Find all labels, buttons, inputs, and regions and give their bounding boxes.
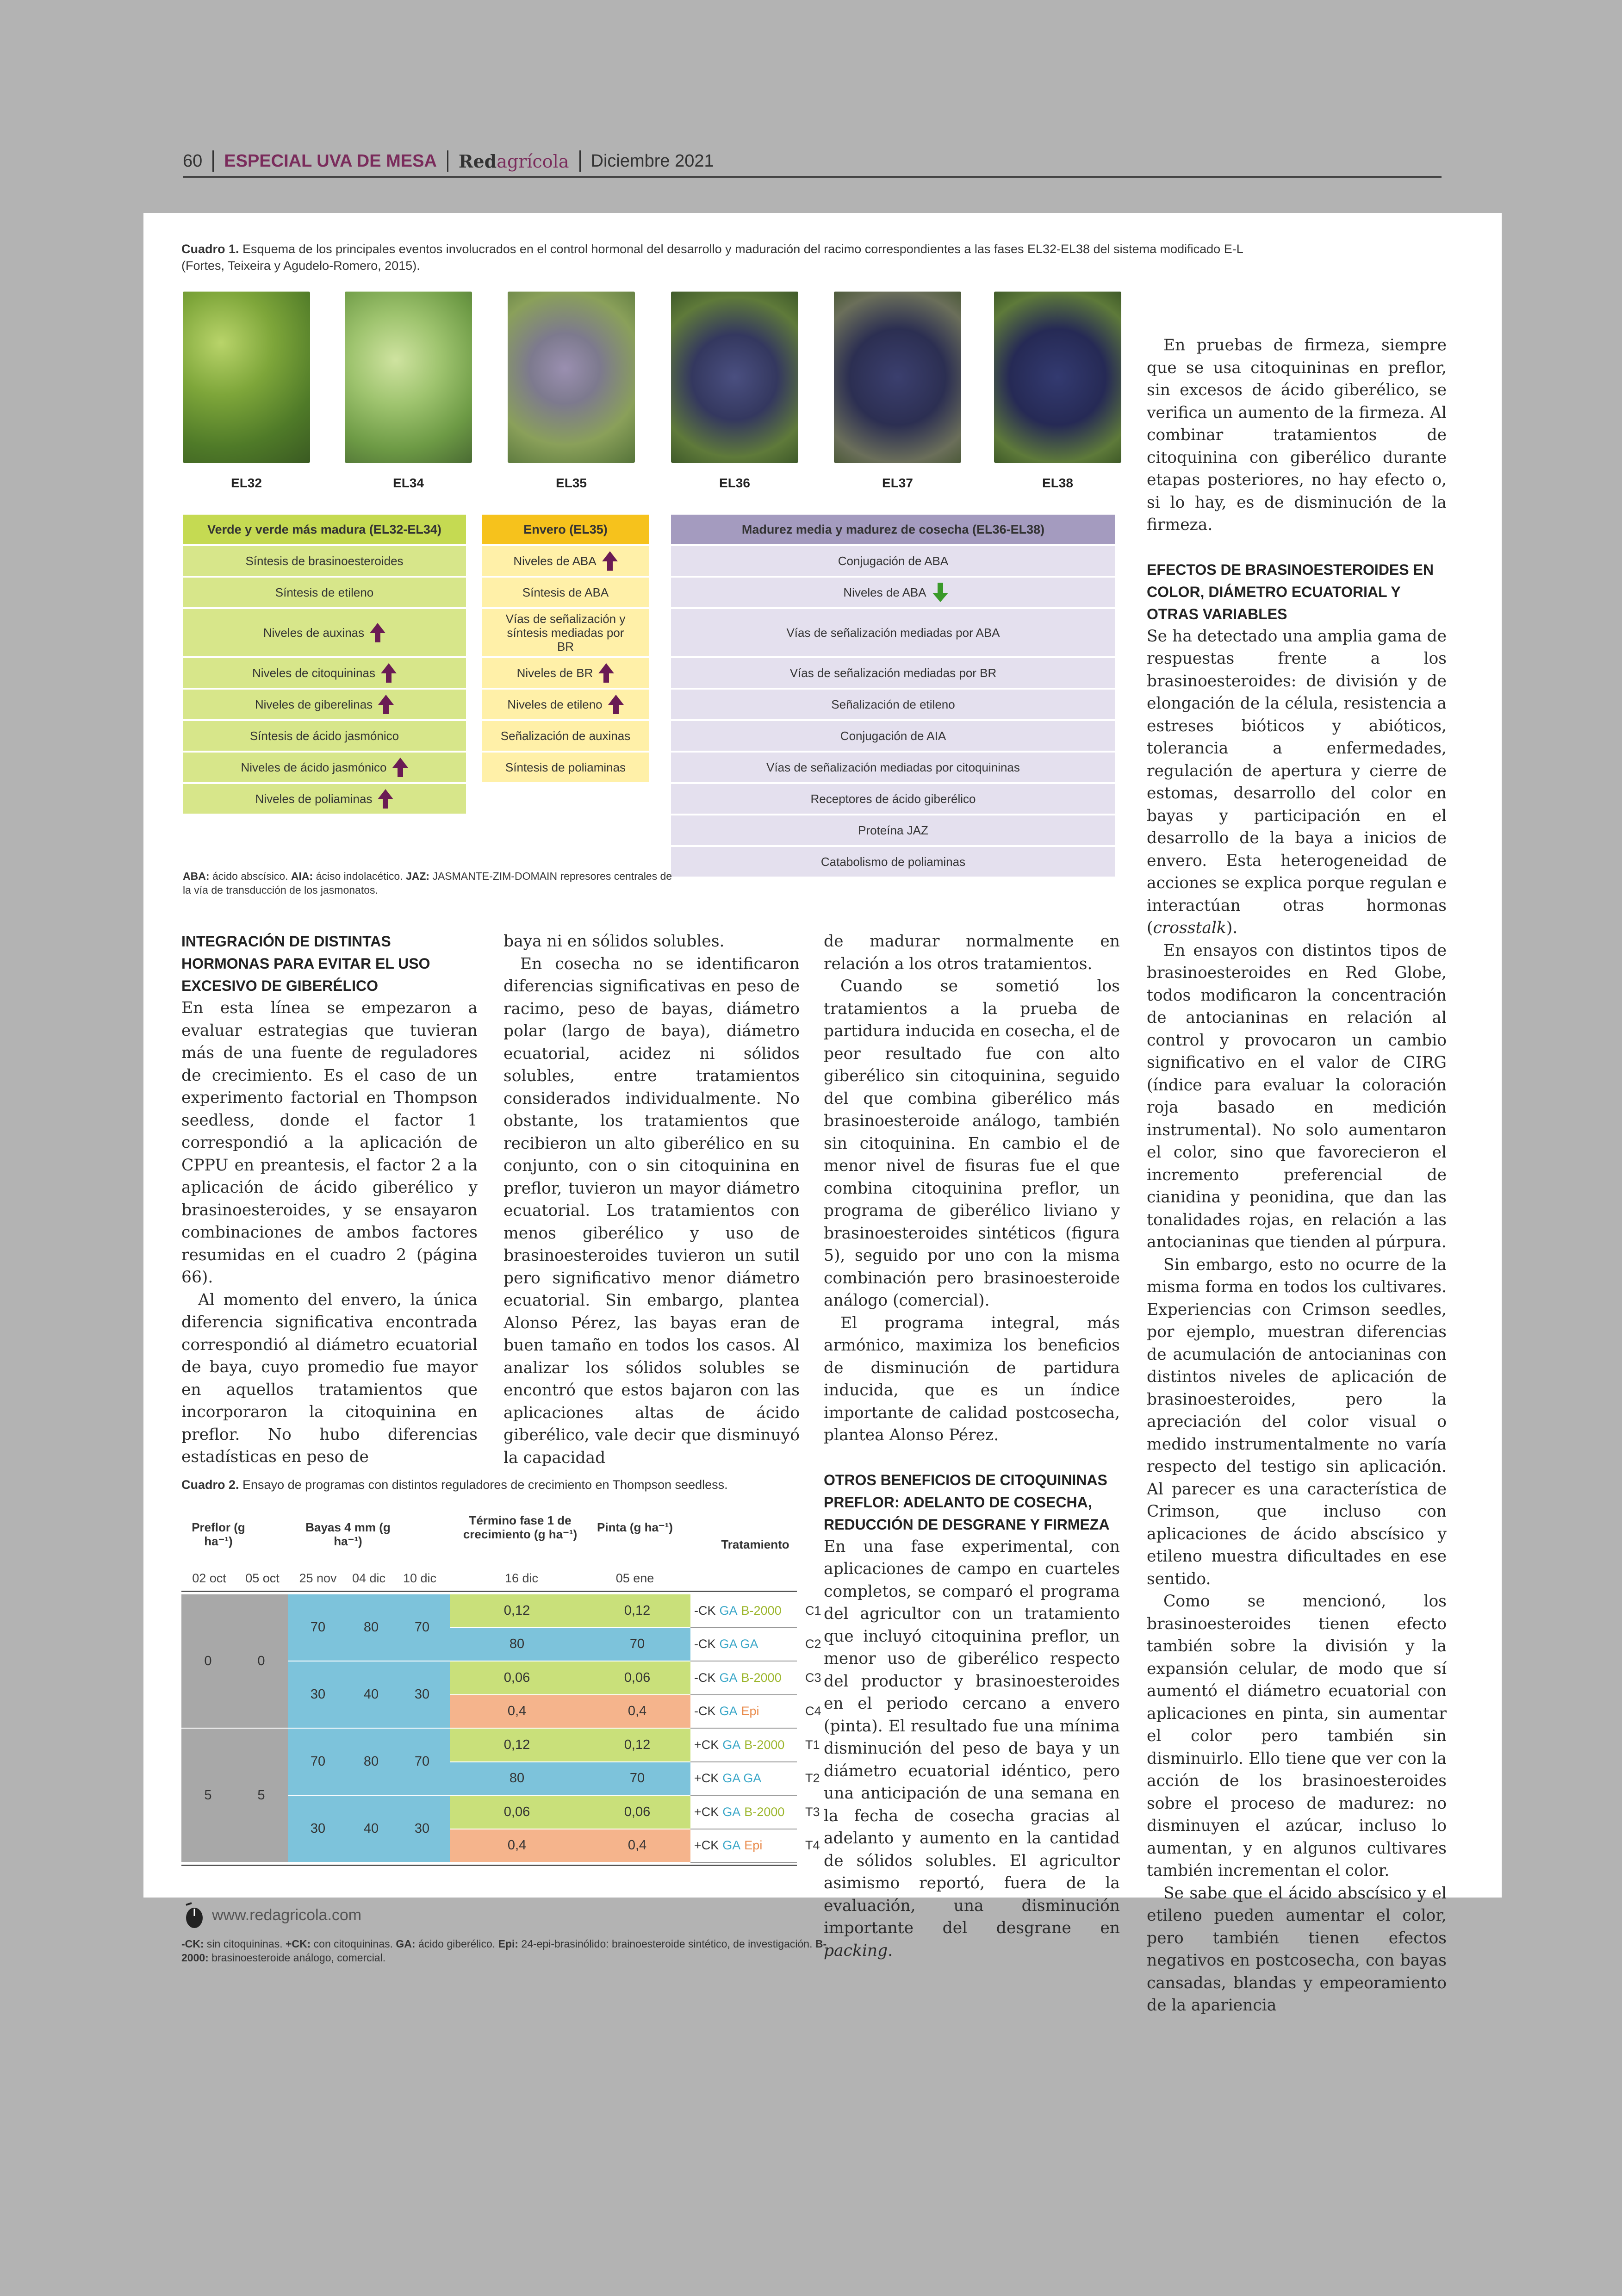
section-heading: EFECTOS DE BRASINOESTEROIDES EN COLOR, DIÁMETRO ECUATORIAL Y OTRAS VARIABLES [1147,561,1434,622]
phase-header: Verde y verde más madura (EL32-EL34) [183,515,466,544]
pinta-value: 0,4 [584,1695,690,1728]
phase-column-maturity [671,515,1115,877]
hormone-event-row [671,690,1115,719]
treatment-label: +CK GA B-2000 T3 [694,1804,820,1819]
treatment-label: +CK GA Epi T4 [694,1838,820,1853]
termino-value: 0,12 [450,1594,584,1627]
row-divider [690,1862,797,1863]
bayas-value: 40 [363,1821,379,1836]
grape-photo-el32 [183,292,310,463]
paragraph: En una fase experimental, con aplicaciones de campo en cuarteles completos, se comparó el programa del agricultor con un tratamiento que incluyó citoquinina preflor, un menor uso de giberélico respecto del productor y brasinoesteroides en el periodo cercano a envero (pinta). El resultado fue una mínima disminución del peso de baya y un diámetro ecuatorial idéntico, pero una anticipación de una semana en la fecha de cosecha gracias al adelanto y aumento en la cantidad de sólidos solubles. El agricultor asimismo reportó, fuera de la evaluación, una disminución importante del desgrane en packing. [824,1537,1120,1960]
preflor-value: 0 [257,1653,265,1668]
treatment-label: -CK GA B-2000 C1 [694,1603,821,1618]
hormone-event-row [482,546,649,576]
hormone-event-label: Señalización de auxinas [500,729,631,743]
hormone-event-label: Síntesis de etileno [275,585,374,599]
hormone-event-row [482,578,649,607]
arrow-up-icon [378,789,393,799]
hormone-event-row [482,753,649,782]
paragraph: Sin embargo, esto no ocurre de la misma forma en todos los cultivares. Experiencias con Crimson seedles, por ejemplo, muestran diferencias de acumulación de antocianinas con distintos niveles de aplicación de brasinoesteroides, pero la apreciación del color visual o medido instrumentalmente no varía respecto del testigo sin aplicación. Al parecer es una característica de Crimson, que incluso con aplicaciones de ácido abscísico y etileno muestra dificultades en ese sentido. [1147,1255,1447,1588]
cuadro2-caption: Cuadro 2. Ensayo de programas con distintos reguladores de crecimiento en Thompson seedless. [181,1478,728,1492]
date-header: 05 ene [615,1571,654,1585]
paragraph: En cosecha no se identificaron diferencias significativas en peso de racimo, peso de bayas, diámetro polar (largo de baya), diámetro ecuatorial, acidez ni sólidos solubles, entre tratamientos considerados individualmente. No obstante, los tratamientos que recibieron un alto giberélico en su conjunto, con o sin citoquinina en preflor, tuvieron un mayor diámetro ecuatorial. Los tratamientos con menos giberélico y uso de brasinoesteroides tuvieron un sutil pero significativo menor diámetro ecuatorial. Sin embargo, plantea Alonso Pérez, las bayas eran de buen tamaño en todos los casos. Al analizar los sólidos solubles se encontró que estos bajaron con las aplicaciones altas de ácido giberélico, vale decir que disminuyó la capacidad [503,954,800,1467]
paragraph: En pruebas de firmeza, siempre que se usa citoquininas en preflor, sin excesos de ácido giberélico, se verifica un aumento de la firmeza. Al combinar tratamientos de citoquinina con giberélico durante etapas posteriores, no hay efecto o, si lo hay, es de disminución de la firmeza. [1147,336,1447,534]
photo-label: EL34 [393,476,424,490]
hormone-event-row [183,753,466,782]
hormone-event-label: Síntesis de poliaminas [505,760,626,774]
hormone-event-row [671,658,1115,688]
treatment-label: -CK GA Epi C4 [694,1704,821,1718]
paragraph: baya ni en sólidos solubles. [503,932,725,951]
hormone-event-label: Niveles de giberelinas [255,697,373,711]
hormone-event-row [183,546,466,576]
hormone-event-label: Conjugación de AIA [840,729,946,743]
grape-photo-el34 [345,292,472,463]
section-heading: INTEGRACIÓN DE DISTINTAS HORMONAS PARA EVITAR EL USO EXCESIVO DE GIBERÉLICO [181,933,430,994]
treatment-label: +CK GA B-2000 T1 [694,1737,820,1752]
date-header: 16 dic [504,1571,539,1585]
hormone-event-label: Niveles de etileno [507,697,603,711]
hormone-event-label: Vías de señalización mediadas por BR [789,666,997,680]
preflor-value: 5 [257,1787,265,1803]
hormone-event-label: Catabolismo de poliaminas [820,855,966,869]
hormone-event-row [183,784,466,814]
phase-header: Envero (EL35) [482,515,649,544]
hormone-event-label: Conjugación de ABA [838,554,949,568]
hormone-event-label: Niveles de ácido jasmónico [241,760,387,774]
hormone-event-row [183,721,466,751]
hormone-event-label: Niveles de poliaminas [255,792,373,806]
treatment-code: C2 [805,1637,821,1651]
paragraph: En esta línea se empezaron a evaluar estrategias que tuvieran más de una fuente de reguladores de crecimiento. Es el caso de un experimento factorial en Thompson seedless, donde el factor 1 correspondió a la aplicación de CPPU en preantesis, el factor 2 a la aplicación de ácido giberélico y brasinoesteroides, y se ensayaron combinaciones de ambos factores resumidas en el cuadro 2 (página 66). [181,999,478,1287]
bayas-value: 70 [310,1620,326,1635]
pinta-value: 70 [584,1762,690,1795]
hormone-event-row [671,753,1115,782]
paragraph: El programa integral, más armónico, maximiza los beneficios de disminución de partidura inducida, que es un índice importante de calidad postcosecha, plantea Alonso Pérez. [824,1313,1120,1444]
treatment-code: T1 [805,1737,820,1752]
hormone-event-label: Vías de señalización mediadas por citoquininas [766,760,1020,774]
pinta-value: 0,06 [584,1796,690,1829]
hormone-event-row [183,578,466,607]
bayas-value: 30 [414,1821,430,1836]
hormone-event-row [671,784,1115,814]
bayas-value: 30 [310,1821,326,1836]
hormone-event-row [671,578,1115,607]
preflor-value: 0 [204,1653,212,1668]
phase-column-green [183,515,466,814]
photo-label: EL36 [719,476,750,490]
grape-photo-el36 [671,292,798,463]
column-header-bayas: Bayas 4 mm (g ha⁻¹) [305,1520,391,1548]
hormone-event-row [482,690,649,719]
paragraph: Se ha detectado una amplia gama de respuestas frente a los brasinoesteroides: de división y de elongación de la célula, resistencia a estreses bióticos y abióticos, tolerancia a enfermedades, regulación de apertura y cierre de estomas, desarrollo del color en bayas y participación en el desarrollo de la baya a inicios de envero. Esta heterogeneidad de acciones se explica porque regulan e interactúan otras hormonas (crosstalk). [1147,627,1447,937]
pinta-value: 70 [584,1628,690,1661]
hormone-event-row [671,721,1115,751]
preflor-value: 5 [204,1787,212,1803]
termino-value: 80 [450,1628,584,1661]
paragraph: Se sabe que el ácido abscísico y el etileno pueden aumentar el color, pero también tienen efectos negativos en postcosecha, con bayas cansadas, blandas y empeoramiento de la apariencia [1147,1884,1447,2015]
photo-label: EL35 [556,476,587,490]
arrow-up-icon [598,663,614,673]
page-footer [180,1901,361,1929]
bayas-value: 70 [310,1754,326,1769]
hormone-event-row [183,609,466,656]
hormone-event-label: Niveles de BR [516,666,593,680]
header-divider [447,150,448,172]
pinta-value: 0,4 [584,1829,690,1862]
bayas-value: 30 [310,1687,326,1702]
grape-photo-el38 [994,292,1121,463]
arrow-up-icon [370,623,385,633]
hormone-event-label: Síntesis de brasinoesteroides [245,554,404,568]
bayas-value: 30 [414,1687,430,1702]
photo-label: EL37 [882,476,913,490]
header-rule [183,176,1442,178]
hormone-event-row [482,721,649,751]
termino-value: 0,4 [450,1695,584,1728]
grape-photo-el35 [508,292,635,463]
arrow-up-icon [381,663,397,673]
date-header: 05 oct [245,1571,280,1585]
pinta-value: 0,12 [584,1594,690,1627]
table-rule [181,1865,797,1866]
photo-label: EL38 [1042,476,1073,490]
hormone-event-row [183,690,466,719]
hormone-event-label: Señalización de etileno [831,697,955,711]
hormone-event-label: Proteína JAZ [858,823,928,837]
bayas-value: 70 [414,1754,430,1769]
termino-value: 0,12 [450,1729,584,1761]
paragraph: Al momento del envero, la única diferencia significativa encontrada correspondió al diámetro ecuatorial de baya, cuyo promedio fue mayor en aquellos tratamientos que incorporaron la citoquinina en preflor. No hubo diferencias estadísticas en peso de [181,1290,478,1466]
treatment-label: -CK GA GA C2 [694,1637,821,1651]
table-rule [181,1591,797,1592]
hormone-event-row [671,546,1115,576]
grape-photo-el37 [834,292,961,463]
pinta-value: 0,12 [584,1729,690,1761]
paragraph: En ensayos con distintos tipos de brasinoesteroides en Red Globe, todos modificaron la concentración de antocianinas en relación al control y provocaron un cambio significativo en el valor de CIRG (índice para evaluar la coloración roja basado en medición instrumental). No solo aumentaron el color, sino que favorecieron el incremento preferencial de cianidina y peonidina, que dan las tonalidades rojas, en relación a las antocianinas que tienden al púrpura. [1147,941,1447,1251]
page-number: 60 [183,151,203,171]
date-header: 04 dic [352,1571,386,1585]
hormone-event-label: Síntesis de ABA [522,585,609,599]
section-heading: OTROS BENEFICIOS DE CITOQUININAS PREFLOR: ADELANTO DE COSECHA, REDUCCIÓN DE DESGRANE Y FIRMEZA [824,1471,1110,1533]
mouse-icon [180,1901,205,1929]
hormone-event-row [671,847,1115,877]
termino-value: 0,06 [450,1796,584,1829]
page-header [183,147,1442,175]
pinta-value: 0,06 [584,1661,690,1694]
phase-header: Madurez media y madurez de cosecha (EL36-EL38) [671,515,1115,544]
hormone-event-row [671,815,1115,845]
hormone-event-row [482,658,649,688]
bayas-value: 70 [414,1620,430,1635]
date-header: 10 dic [403,1571,437,1585]
website-url[interactable]: www.redagricola.com [212,1906,362,1924]
bayas-value: 40 [363,1687,379,1702]
cuadro1-caption: Cuadro 1. Esquema de los principales eventos involucrados en el control hormonal del desarrollo y maduración del racimo correspondientes a las fases EL32-EL38 del sistema modificado E-L (Fortes, Teixeira y Agudelo-Romero, 2015). [181,242,1243,273]
cuadro2-footnote: -CK: sin citoquininas. +CK: con citoquininas. GA: ácido giberélico. Epi: 24-epi-brasinólido: brainoesteroide sintético, de investigación. B-2000: brasinoesteroide análogo, comercial. [181,1938,827,1964]
hormone-event-label: Niveles de auxinas [263,626,365,640]
header-divider [579,150,581,172]
termino-value: 80 [450,1762,584,1795]
paragraph: Cuando se sometió los tratamientos a la prueba de partidura inducida en cosecha, el de peor resultado fue con alto giberélico sin citoquinina, seguido del que combina giberélico más brasinoesteroide análogo, también sin citoquinina. En cambio el de menor nivel de fisuras fue el que combina citoquinina preflor, un programa de giberélico liviano y brasinoesteroides sintéticos (figura 5), seguido por uno con la misma combinación pero brasinoesteroide análogo (comercial). [824,977,1120,1310]
text-column-3 [824,930,1120,1962]
treatment-code: T4 [805,1838,820,1853]
text-column-2 [503,930,800,1469]
header-divider [212,150,214,172]
hormone-event-row [671,609,1115,656]
termino-value: 0,06 [450,1661,584,1694]
column-header-tratamiento: Tratamiento [721,1537,789,1551]
arrow-up-icon [392,758,408,768]
date-header: 25 nov [299,1571,337,1585]
termino-value: 0,4 [450,1829,584,1862]
bayas-value: 80 [363,1754,379,1769]
phase-column-envero [482,515,649,782]
treatment-code: T2 [805,1771,820,1786]
hormone-event-label: Niveles de ABA [843,585,926,599]
treatment-label: -CK GA B-2000 C3 [694,1670,821,1685]
hormone-event-label: Niveles de citoquininas [252,666,375,680]
hormone-event-label: Vías de señalización y síntesis mediadas por BR [505,612,626,653]
brand-logo: Redagrícola [458,150,569,172]
treatment-code: C1 [805,1603,821,1618]
bayas-value: 80 [363,1620,379,1635]
paragraph: Como se mencionó, los brasinoesteroides tienen efecto también sobre la división y la expansión celular, de modo que sí aumentó el diámetro ecuatorial con aplicaciones en pinta, sin aumentar el color pero también sin disminuirlo. Ello tiene que ver con la acción de los brasinoesteroides sobre el proceso de madurez: no disminuyen el azúcar, incluso lo aumentan, y en algunos cultivares también incrementan el color. [1147,1592,1447,1880]
hormone-event-row [183,658,466,688]
arrow-up-icon [608,695,624,705]
hormone-event-label: Niveles de ABA [513,554,597,568]
hormone-event-row [482,609,649,656]
hormone-event-label: Receptores de ácido giberélico [810,792,976,806]
treatment-code: C3 [805,1670,821,1685]
section-title: ESPECIAL UVA DE MESA [224,151,437,171]
arrow-down-icon [938,583,943,593]
column-header-preflor: Preflor (g ha⁻¹) [192,1520,245,1548]
issue-date: Diciembre 2021 [590,151,714,171]
hormone-event-label: Síntesis de ácido jasmónico [249,729,399,743]
date-header: 02 oct [192,1571,226,1585]
treatment-code: C4 [805,1704,821,1718]
arrow-up-icon [602,551,618,561]
text-column-right [1147,334,1447,2017]
treatment-label: +CK GA GA T2 [694,1771,820,1786]
treatment-code: T3 [805,1804,820,1819]
photo-label: EL32 [231,476,262,490]
column-header-termino: Término fase 1 de crecimiento (g ha⁻¹) [463,1513,578,1541]
text-column-1 [181,930,478,1468]
cuadro1-footnote: ABA: ácido abscísico. AIA: áciso indolacético. JAZ: JASMANTE-ZIM-DOMAIN represores centrales de la vía de transducción de los jasmonatos. [183,870,672,896]
paragraph: de madurar normalmente en relación a los otros tratamientos. [824,932,1120,973]
hormone-event-label: Vías de señalización mediadas por ABA [786,626,1000,640]
arrow-up-icon [378,695,394,705]
column-header-pinta: Pinta (g ha⁻¹) [597,1520,673,1534]
